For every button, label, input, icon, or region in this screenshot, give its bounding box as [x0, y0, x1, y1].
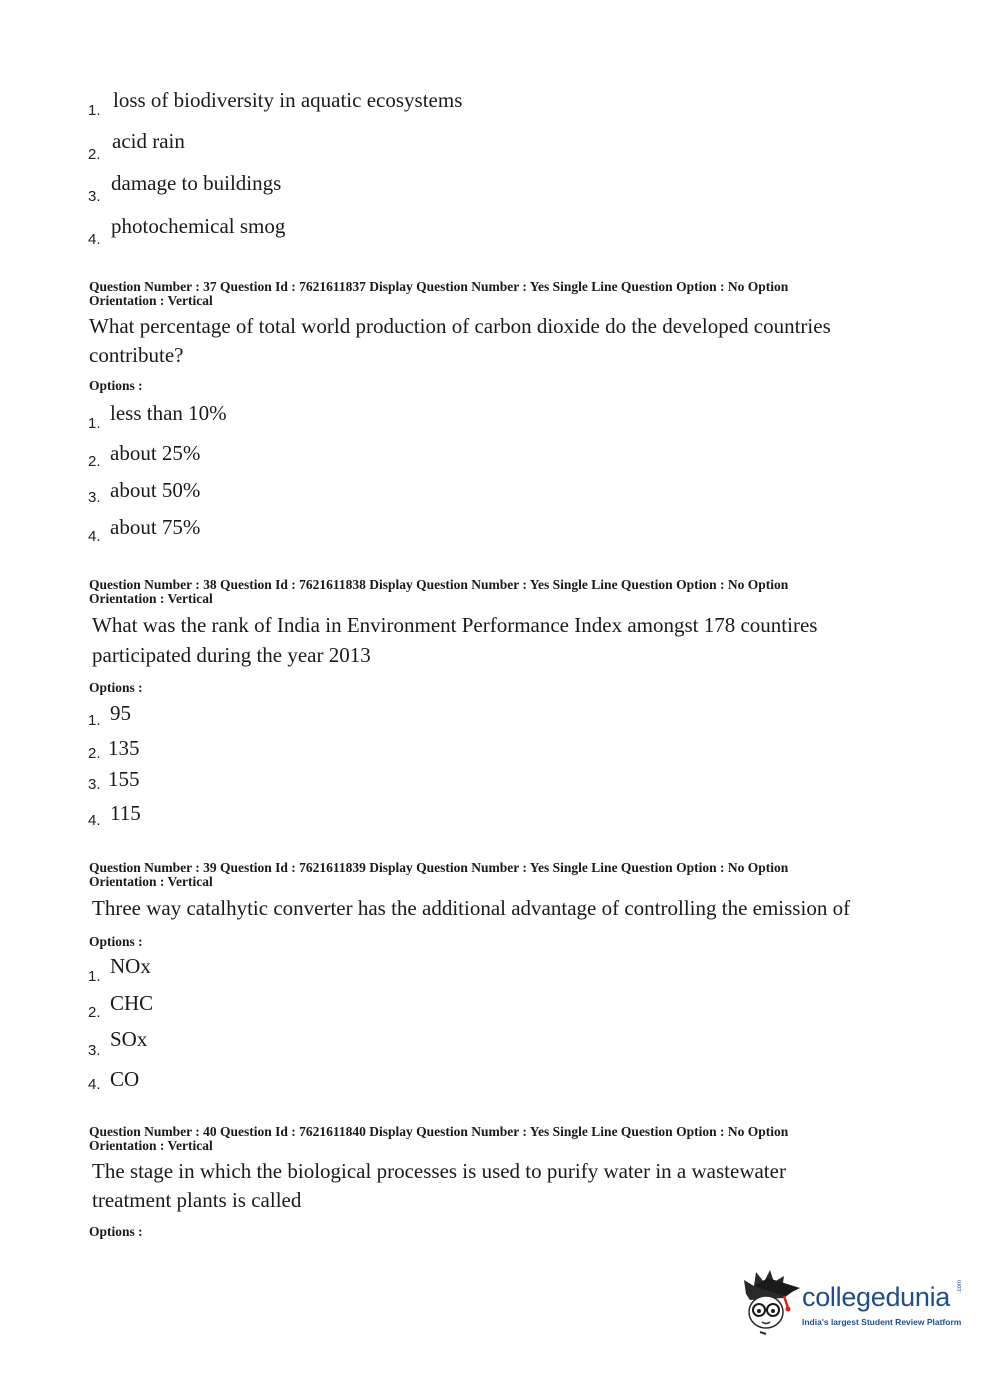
meta-line: Question Number : 40 Question Id : 7621611840 Display Question Number : Yes Single Line Question Option : No Option	[89, 1124, 789, 1139]
option-number: 4.	[88, 231, 101, 248]
options-label: Options :	[89, 934, 143, 949]
option-text: CHC	[110, 991, 154, 1015]
option-text: about 75%	[110, 515, 201, 539]
option-text: photochemical smog	[111, 214, 286, 238]
logo-tagline: India's largest Student Review Platform	[802, 1317, 962, 1327]
option-text: 115	[110, 801, 141, 825]
option-text: SOx	[110, 1027, 148, 1051]
option-number: 4.	[88, 1076, 101, 1093]
option-text: acid rain	[112, 129, 185, 153]
question-40-meta	[89, 1125, 869, 1153]
option-number: 3.	[88, 1042, 101, 1059]
option-text: CO	[110, 1067, 140, 1091]
meta-line: Orientation : Vertical	[89, 1138, 213, 1153]
question-38-text: What was the rank of India in Environment Performance Index amongst 178 countires participated during the year 2013	[92, 613, 818, 667]
question-39-meta	[89, 861, 869, 889]
meta-line: Question Number : 39 Question Id : 7621611839 Display Question Number : Yes Single Line Question Option : No Option	[89, 860, 789, 875]
option-text: NOx	[110, 954, 151, 978]
option-number: 2.	[88, 146, 101, 163]
option-text: less than 10%	[110, 401, 227, 425]
option-number: 1.	[88, 712, 101, 729]
option-number: 1.	[88, 102, 101, 119]
question-38-meta	[89, 578, 869, 606]
question-39-text: Three way catalhytic converter has the additional advantage of controlling the emission of	[92, 896, 851, 920]
options-label: Options :	[89, 680, 143, 695]
meta-line: Orientation : Vertical	[89, 874, 213, 889]
meta-line: Orientation : Vertical	[89, 293, 213, 308]
option-number: 3.	[88, 188, 101, 205]
option-text: 135	[108, 736, 140, 760]
mascot-icon	[740, 1268, 802, 1340]
question-40-text: The stage in which the biological processes is used to purify water in a wastewater treatment plants is called	[92, 1159, 786, 1212]
option-text: damage to buildings	[111, 171, 282, 195]
option-number: 4.	[88, 528, 101, 545]
meta-line: Question Number : 37 Question Id : 7621611837 Display Question Number : Yes Single Line Question Option : No Option	[89, 279, 789, 294]
collegedunia-logo	[740, 1268, 970, 1340]
option-number: 4.	[88, 812, 101, 829]
meta-line: Orientation : Vertical	[89, 591, 213, 606]
option-number: 2.	[88, 453, 101, 470]
option-text: 155	[108, 767, 140, 791]
options-label: Options :	[89, 1224, 143, 1239]
option-number: 2.	[88, 745, 101, 762]
option-text: 95	[110, 701, 131, 725]
question-37-meta	[89, 280, 869, 308]
option-number: 1.	[88, 968, 101, 985]
logo-suffix: .com	[957, 1279, 963, 1293]
option-text: about 25%	[110, 441, 201, 465]
question-37-text: What percentage of total world production of carbon dioxide do the developed countries contribute?	[89, 314, 831, 367]
logo-wordmark: collegedunia	[802, 1282, 951, 1312]
option-text: loss of biodiversity in aquatic ecosystems	[113, 88, 463, 112]
option-number: 2.	[88, 1004, 101, 1021]
option-number: 1.	[88, 415, 101, 432]
options-label: Options :	[89, 378, 143, 393]
option-text: about 50%	[110, 478, 201, 502]
option-number: 3.	[88, 776, 101, 793]
option-number: 3.	[88, 489, 101, 506]
meta-line: Question Number : 38 Question Id : 7621611838 Display Question Number : Yes Single Line Question Option : No Option	[89, 577, 789, 592]
